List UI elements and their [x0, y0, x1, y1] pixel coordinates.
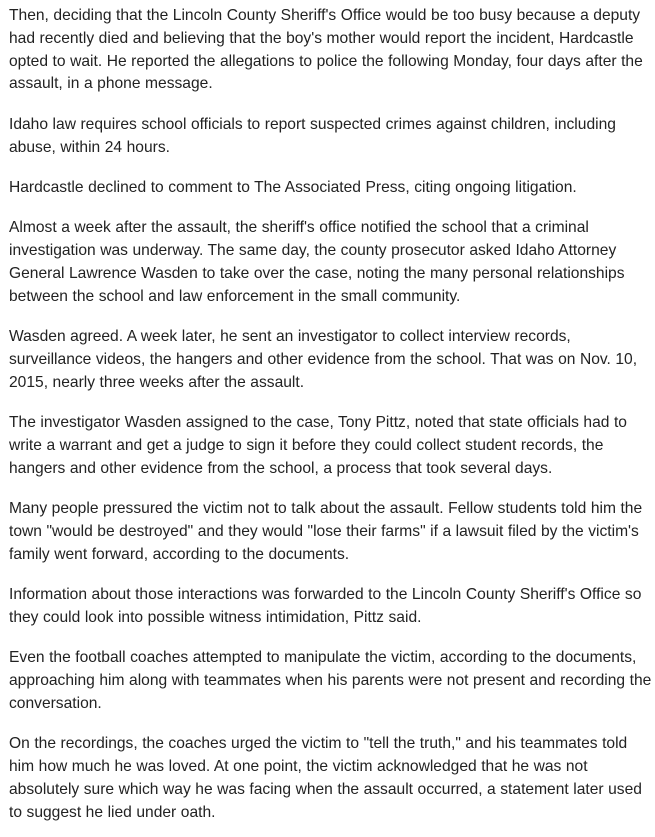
- article-paragraph: Then, deciding that the Lincoln County Sheriff's Office would be too busy because a deputy had recently died and believing that the boy's mother would report the incident, Hardcastle opted to wait. He reported the allegations to police the following Monday, four days after the assault, in a phone message.: [9, 7, 643, 93]
- article-body: [9, 5, 654, 824]
- article-paragraph: Almost a week after the assault, the sheriff's office notified the school that a criminal investigation was underway. The same day, the county prosecutor asked Idaho Attorney General Lawrence Wasden to take over the case, noting the many personal relationships between the school and law enforcement in the small community.: [9, 219, 625, 305]
- article-paragraph: Wasden agreed. A week later, he sent an investigator to collect interview records, surveillance videos, the hangers and other evidence from the school. That was on Nov. 10, 2015, nearly three weeks after the assault.: [9, 328, 638, 391]
- article-paragraph: Information about those interactions was forwarded to the Lincoln County Sheriff's Office so they could look into possible witness intimidation, Pittz said.: [9, 586, 642, 626]
- article-paragraph: Hardcastle declined to comment to The Associated Press, citing ongoing litigation.: [9, 178, 577, 196]
- article-paragraph: Many people pressured the victim not to talk about the assault. Fellow students told him the town "would be destroyed" and they would "lose their farms" if a lawsuit filed by the victim's family went forward, according to the documents.: [9, 500, 643, 563]
- article-paragraph: The investigator Wasden assigned to the case, Tony Pittz, noted that state officials had to write a warrant and get a judge to sign it before they could collect student records, the hangers and other evidence from the school, a process that took several days.: [9, 414, 627, 477]
- article-paragraph: Idaho law requires school officials to report suspected crimes against children, including abuse, within 24 hours.: [9, 115, 616, 156]
- article-paragraph: Even the football coaches attempted to manipulate the victim, according to the documents, approaching him along with teammates when his parents were not present and recording the conversation.: [9, 649, 652, 712]
- article-paragraph: On the recordings, the coaches urged the victim to "tell the truth," and his teammates told him how much he was loved. At one point, the victim acknowledged that he was not absolutely sure which way he was facing when the assault occurred, a statement later used to suggest he lied under oath.: [9, 735, 642, 821]
